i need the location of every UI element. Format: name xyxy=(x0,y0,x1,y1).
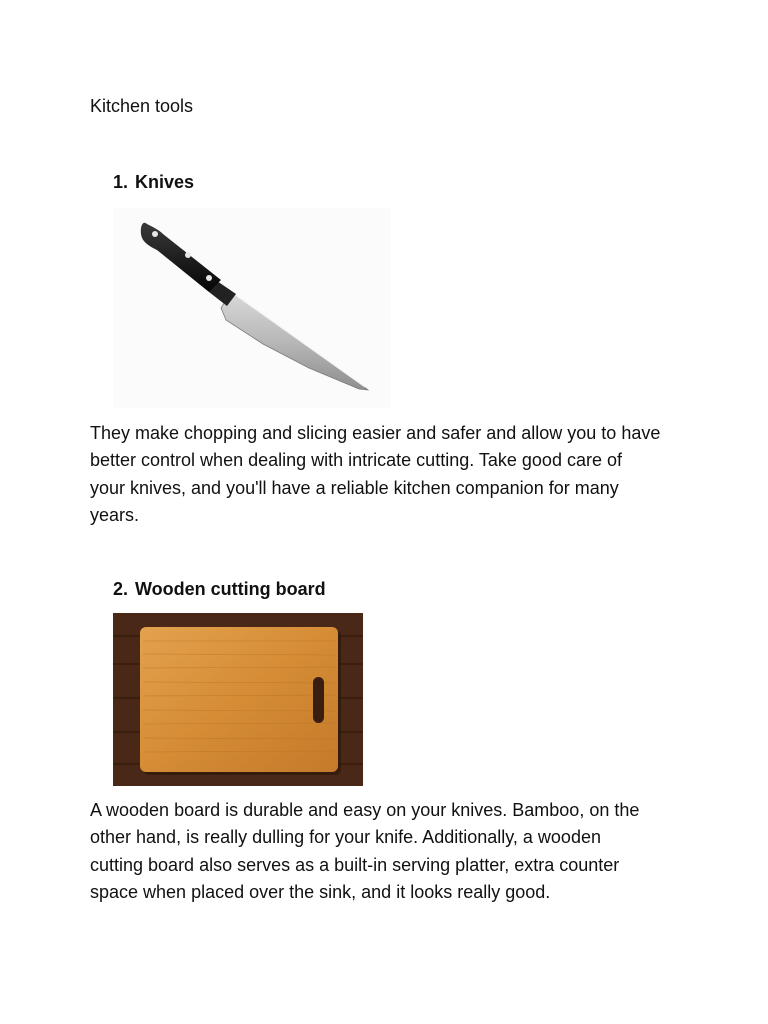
section-paragraph-cutting-board xyxy=(90,797,680,906)
paragraph-line: other hand, is really dulling for your knife. Additionally, a wooden xyxy=(90,827,601,848)
section-number: 2. xyxy=(113,579,129,599)
page-title: Kitchen tools xyxy=(90,96,194,116)
section-paragraph-knives xyxy=(90,420,680,529)
paragraph-line: years. xyxy=(90,504,140,525)
paragraph-line: cutting board also serves as a built-in serving platter, extra counter xyxy=(90,854,620,875)
section-heading-text: Knives xyxy=(135,172,195,192)
section-heading-cutting-board xyxy=(113,577,326,601)
paragraph-line: space when placed over the sink, and it looks really good. xyxy=(90,881,551,902)
section-heading-text: Wooden cutting board xyxy=(135,579,326,599)
cutting-board-image xyxy=(113,613,363,786)
paragraph-line: your knives, and you'll have a reliable kitchen companion for many xyxy=(90,477,619,498)
knife-image xyxy=(113,208,391,408)
paragraph-line: better control when dealing with intricate cutting. Take good care of xyxy=(90,450,622,471)
section-heading-knives xyxy=(113,170,194,194)
paragraph-line: A wooden board is durable and easy on your knives. Bamboo, on the xyxy=(90,800,640,820)
paragraph-line: They make chopping and slicing easier and safer and allow you to have xyxy=(90,423,661,443)
section-number: 1. xyxy=(113,172,129,192)
